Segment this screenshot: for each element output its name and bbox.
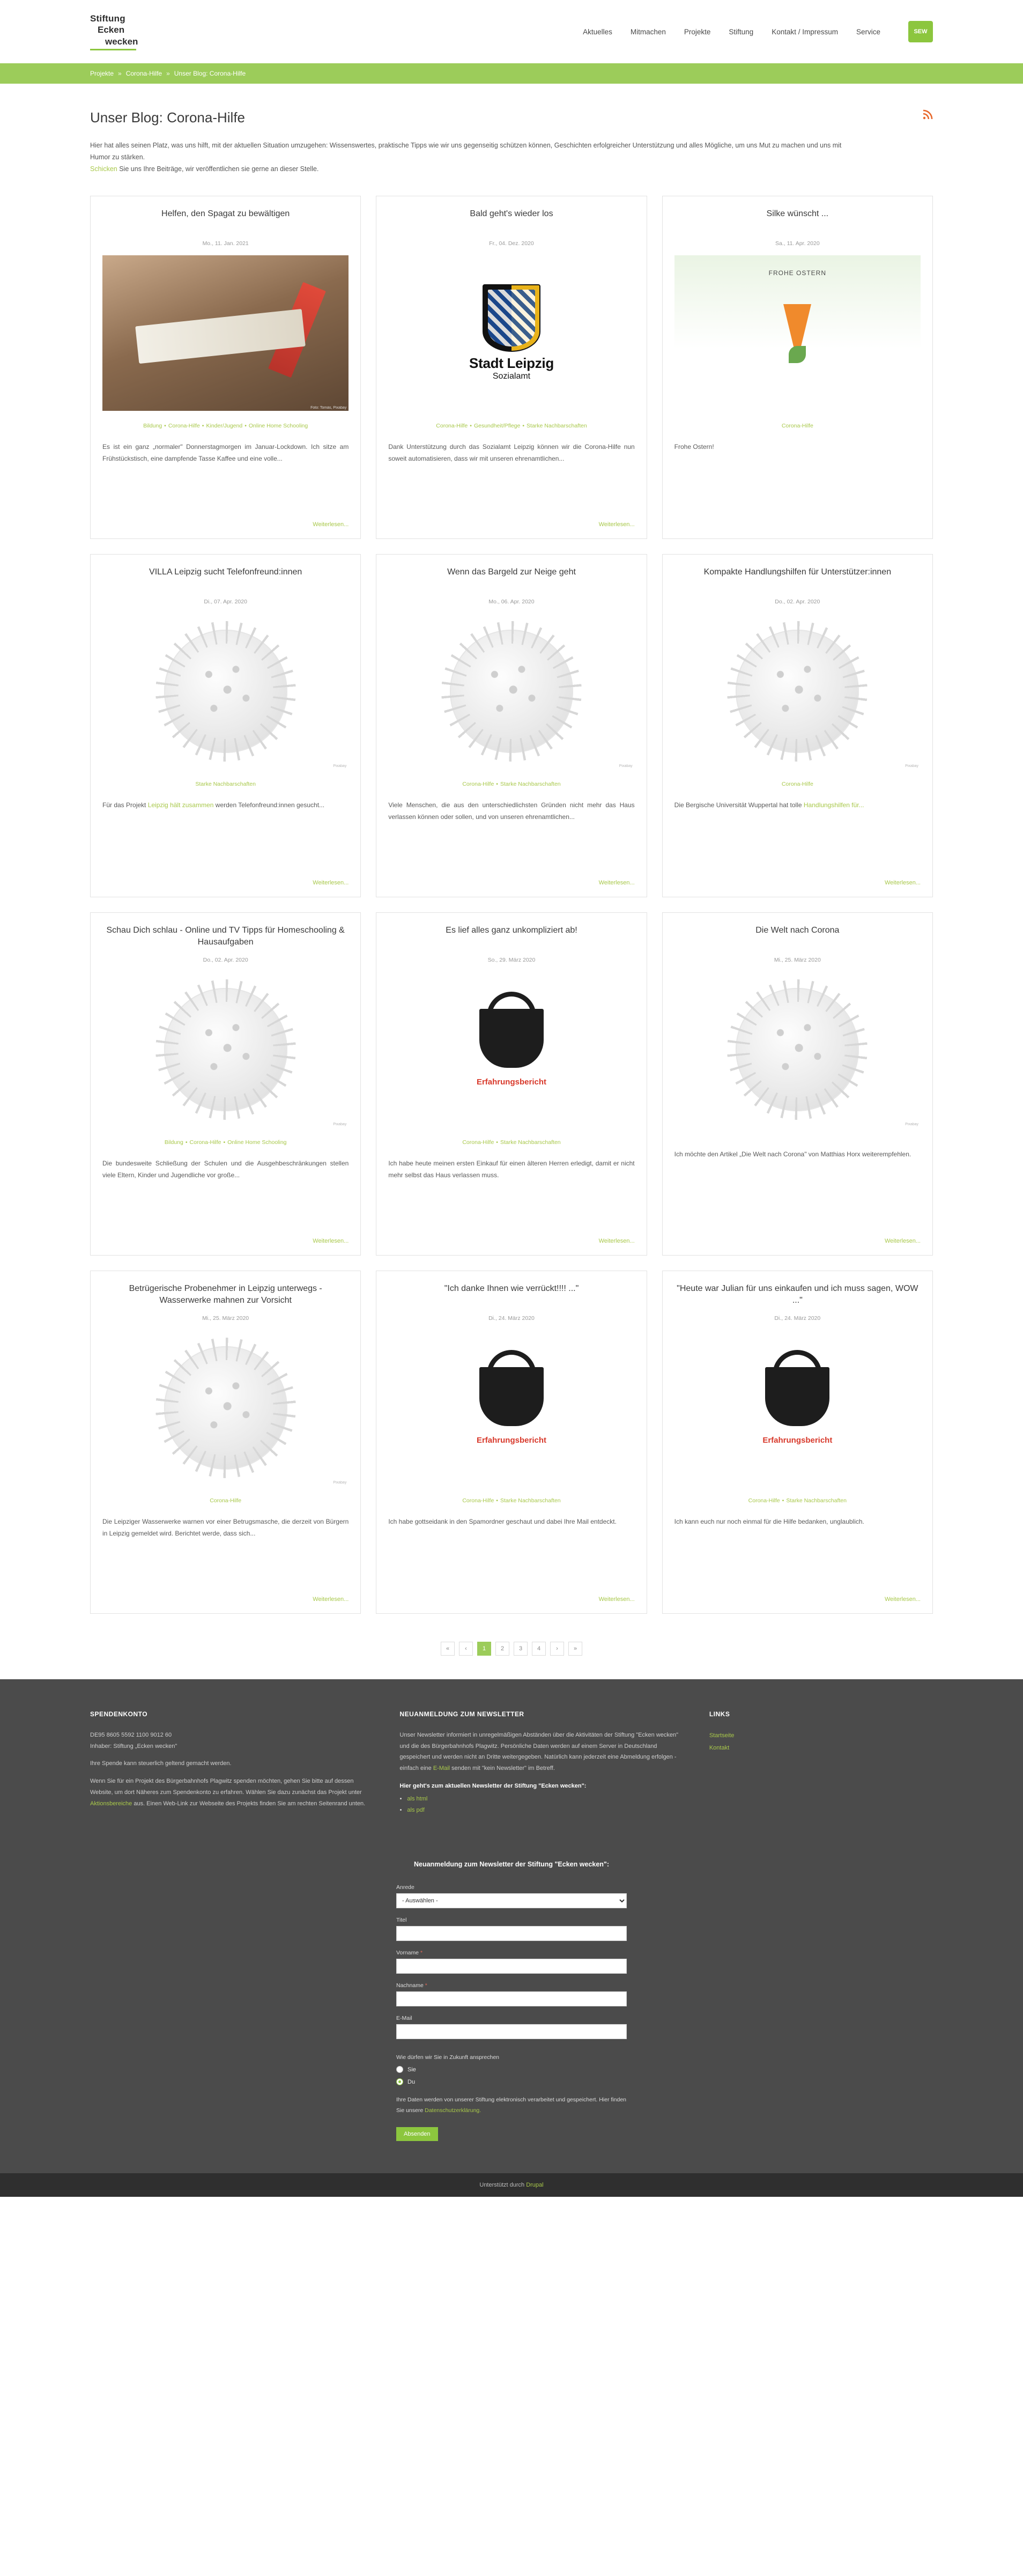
read-more-link[interactable]: Weiterlesen... bbox=[884, 1596, 921, 1603]
card-tags: Corona-Hilfe • Starke Nachbarschaften bbox=[462, 780, 561, 787]
site-header bbox=[0, 0, 1023, 63]
vorname-label-text: Vorname bbox=[396, 1950, 419, 1957]
blog-card[interactable] bbox=[90, 196, 361, 539]
footer-col-newsletter bbox=[399, 1710, 679, 1816]
tag-link[interactable]: Starke Nachbarschaften bbox=[786, 1497, 847, 1504]
erfahrungsbericht-badge: Erfahrungsbericht bbox=[762, 1436, 833, 1445]
blog-card[interactable] bbox=[662, 912, 933, 1256]
card-tags bbox=[674, 780, 921, 789]
vorname-label bbox=[396, 1950, 627, 1956]
blog-card[interactable] bbox=[90, 1271, 361, 1614]
card-excerpt bbox=[102, 800, 349, 874]
footer-newsletter-subheading: Hier geht's zum aktuellen Newsletter der Stiftung "Ecken wecken": bbox=[399, 1783, 587, 1790]
card-readmore bbox=[674, 1596, 921, 1603]
list-item bbox=[407, 1805, 679, 1816]
radio-option-du[interactable] bbox=[396, 2078, 627, 2085]
nachname-input[interactable] bbox=[396, 1991, 627, 2006]
intro-text bbox=[90, 140, 851, 175]
photo-credit: Pixabay bbox=[905, 1122, 918, 1126]
privacy-note bbox=[396, 2095, 627, 2116]
read-more-link[interactable]: Weiterlesen... bbox=[313, 879, 349, 886]
breadcrumb-item-corona-hilfe[interactable]: Corona-Hilfe bbox=[125, 70, 162, 77]
shopping-basket-icon bbox=[765, 1370, 829, 1426]
card-tags: Bildung • Corona-Hilfe • Online Home Schooling bbox=[164, 1139, 287, 1146]
blog-card[interactable] bbox=[376, 912, 647, 1256]
tag-link[interactable]: Starke Nachbarschaften bbox=[500, 1497, 561, 1504]
tag-link[interactable]: Bildung bbox=[164, 1139, 183, 1146]
erfahrungsbericht-graphic bbox=[762, 1370, 832, 1445]
card-image bbox=[102, 614, 349, 769]
submit-button[interactable]: Absenden bbox=[396, 2127, 438, 2141]
photo-credit: Pixabay bbox=[905, 764, 918, 768]
nav-item-mitmachen[interactable]: Mitmachen bbox=[630, 27, 666, 36]
aktionsbereiche-link[interactable]: Aktionsbereiche bbox=[90, 1800, 132, 1807]
card-image bbox=[388, 972, 634, 1127]
footer-project-donation-note bbox=[90, 1776, 369, 1810]
card-image bbox=[674, 255, 921, 411]
card-tags: Corona-Hilfe • Starke Nachbarschaften bbox=[748, 1497, 847, 1504]
tag-link[interactable]: Corona-Hilfe bbox=[462, 780, 494, 787]
tag-link[interactable]: Corona-Hilfe bbox=[168, 422, 200, 429]
card-title: Bald geht's wieder los bbox=[470, 209, 553, 218]
card-tags bbox=[674, 422, 921, 431]
card-date: Di., 07. Apr. 2020 bbox=[204, 598, 247, 605]
newsletter-pdf-link[interactable]: als pdf bbox=[407, 1807, 425, 1814]
photo-credit: Pixabay bbox=[333, 1480, 347, 1485]
nav-item-service[interactable]: Service bbox=[856, 27, 880, 36]
card-readmore bbox=[102, 880, 349, 886]
excerpt-link[interactable]: Handlungshilfen für... bbox=[803, 801, 864, 809]
breadcrumb-separator: » bbox=[166, 70, 170, 77]
tag-link[interactable]: Gesundheit/Pflege bbox=[473, 422, 521, 429]
email-field[interactable] bbox=[396, 2024, 627, 2039]
photo-credit: Foto: Tomás, Pixabay bbox=[310, 405, 347, 410]
excerpt-pre: Für das Projekt bbox=[102, 801, 148, 809]
pager-page-3[interactable]: 3 bbox=[514, 1642, 528, 1656]
card-date: Do., 02. Apr. 2020 bbox=[775, 598, 820, 605]
erfahrungsbericht-badge: Erfahrungsbericht bbox=[476, 1077, 546, 1087]
card-readmore bbox=[102, 521, 349, 528]
site-logo[interactable] bbox=[90, 13, 138, 50]
newsletter-form-title: Neuanmeldung zum Newsletter der Stiftung "Ecken wecken": bbox=[413, 1860, 609, 1868]
blog-card[interactable] bbox=[376, 554, 647, 897]
card-date: Mi., 25. März 2020 bbox=[202, 1315, 249, 1322]
card-readmore bbox=[388, 1596, 634, 1603]
breadcrumb-item-current: Unser Blog: Corona-Hilfe bbox=[174, 70, 246, 77]
tag-link[interactable]: Starke Nachbarschaften bbox=[527, 422, 587, 429]
card-image bbox=[102, 972, 349, 1127]
note-post: aus. Einen Web-Link zur Webseite des Projekts finden Sie am rechten Seitenrand unten. bbox=[132, 1800, 366, 1807]
card-image bbox=[388, 1330, 634, 1486]
pager-last[interactable]: » bbox=[568, 1642, 582, 1656]
footer-heading-newsletter: NEUANMELDUNG ZUM NEWSLETTER bbox=[399, 1710, 524, 1718]
radio-du-label: Du bbox=[407, 2078, 416, 2085]
tag-link[interactable]: Corona-Hilfe bbox=[748, 1497, 780, 1504]
card-image bbox=[674, 972, 921, 1127]
tag-link[interactable]: Online Home Schooling bbox=[227, 1139, 287, 1146]
footer-iban: DE95 8605 5592 1100 9012 60 bbox=[90, 1731, 172, 1738]
pager-page-1[interactable]: 1 bbox=[477, 1642, 491, 1656]
card-title: Die Welt nach Corona bbox=[755, 925, 840, 935]
excerpt-link[interactable]: Leipzig hält zusammen bbox=[147, 801, 214, 809]
tag-link[interactable]: Corona-Hilfe bbox=[462, 1139, 494, 1146]
page-title-row bbox=[90, 84, 933, 140]
rss-feed-icon[interactable] bbox=[922, 109, 933, 122]
blog-card[interactable] bbox=[662, 554, 933, 897]
badge-label: SEW bbox=[914, 28, 928, 35]
footer-columns bbox=[90, 1710, 933, 1816]
read-more-link[interactable]: Weiterlesen... bbox=[313, 1596, 349, 1603]
card-title: Silke wünscht ... bbox=[766, 209, 829, 218]
note-pre: Wenn Sie für ein Projekt des Bürgerbahnhofs Plagwitz spenden möchten, gehen Sie bitte auf dessen Website, um dort Näheres zum Spendenkonto zu erfahren. Wählen Sie dazu zunächst das Projekt unter bbox=[90, 1778, 362, 1796]
site-footer bbox=[0, 1679, 1023, 1841]
photo-credit: Pixabay bbox=[333, 1122, 347, 1126]
radio-option-sie[interactable] bbox=[396, 2066, 627, 2073]
pager-prev[interactable]: ‹ bbox=[459, 1642, 473, 1656]
card-tags: Bildung • Corona-Hilfe • Kinder/Jugend • Online Home Schooling bbox=[143, 422, 308, 429]
card-title: Es lief alles ganz unkompliziert ab! bbox=[446, 925, 577, 935]
tag-link[interactable]: Online Home Schooling bbox=[248, 422, 308, 429]
blog-card[interactable] bbox=[90, 554, 361, 897]
card-tags: Corona-Hilfe • Starke Nachbarschaften bbox=[462, 1497, 561, 1504]
pager-first[interactable]: « bbox=[441, 1642, 455, 1656]
blog-card[interactable] bbox=[662, 1271, 933, 1614]
card-excerpt: Ich habe heute meinen ersten Einkauf für einen älteren Herren erledigt, damit er nicht mehr selbst das Haus verlassen muss. bbox=[388, 1160, 635, 1179]
card-date: Di., 24. März 2020 bbox=[488, 1315, 535, 1322]
shopping-basket-icon bbox=[479, 1012, 544, 1068]
footer-heading-links: LINKS bbox=[709, 1710, 730, 1718]
nav-item-kontakt-impressum[interactable]: Kontakt / Impressum bbox=[772, 27, 838, 36]
read-more-link[interactable]: Weiterlesen... bbox=[313, 521, 349, 528]
coronavirus-illustration bbox=[164, 630, 287, 753]
shopping-basket-icon bbox=[479, 1370, 544, 1426]
card-title: Helfen, den Spagat zu bewältigen bbox=[161, 209, 290, 218]
newsletter-text-pre: Unser Newsletter informiert in unregelmäßigen Abständen über die Aktivitäten der Stiftung "Ecken wecken" und die des Bürgerbahnhofs Plagwitz. Persönliche Daten werden auf einem Server in Deutschland gespeichert und werden nicht an Dritte weitergegeben. Natürlich kann jederzeit eine Abmeldung erfolgen - einfach eine bbox=[399, 1731, 678, 1772]
leipzig-crest-icon bbox=[483, 284, 540, 352]
blog-card[interactable] bbox=[90, 912, 361, 1256]
read-more-link[interactable]: Weiterlesen... bbox=[598, 521, 635, 528]
card-readmore bbox=[674, 880, 921, 886]
logo-line-3: wecken bbox=[105, 36, 138, 47]
nav-item-aktuelles[interactable]: Aktuelles bbox=[583, 27, 612, 36]
breadcrumb-separator: » bbox=[118, 70, 122, 77]
ansprache-question: Wie dürfen wir Sie in Zukunft ansprechen bbox=[396, 2054, 500, 2061]
card-excerpt: Viele Menschen, die aus den unterschiedlichsten Gründen nicht mehr das Haus verlassen können oder sollen, und von unseren ehrenamtlichen... bbox=[388, 801, 635, 821]
card-excerpt: Dank Unterstützung durch das Sozialamt Leipzig können wir die Corona-Hilfe nun soweit automatisieren, dass wir mit unseren ehrenamtlichen... bbox=[388, 443, 635, 463]
card-image bbox=[388, 255, 634, 411]
card-excerpt: Die bundesweite Schließung der Schulen und die Ausgehbeschränkungen stellen viele Eltern, Kinder und Jugendliche vor große... bbox=[102, 1160, 349, 1179]
tag-link[interactable]: Kinder/Jugend bbox=[206, 422, 243, 429]
newsletter-signup-section bbox=[0, 1841, 1023, 2173]
read-more-link[interactable]: Weiterlesen... bbox=[884, 1237, 921, 1244]
footer-link-kontakt[interactable]: Kontakt bbox=[709, 1744, 730, 1751]
radio-du-icon[interactable] bbox=[396, 2078, 403, 2085]
vorname-input[interactable] bbox=[396, 1959, 627, 1974]
intro-link-schicken[interactable]: Schicken bbox=[90, 165, 117, 173]
tag-link[interactable]: Corona-Hilfe bbox=[781, 780, 813, 787]
breadcrumb bbox=[90, 70, 246, 77]
read-more-link[interactable]: Weiterlesen... bbox=[598, 879, 635, 886]
read-more-link[interactable]: Weiterlesen... bbox=[598, 1237, 635, 1244]
excerpt-post: werden Telefonfreund:innen gesucht... bbox=[213, 801, 325, 809]
card-excerpt: Ich möchte den Artikel „Die Welt nach Corona" von Matthias Horx weiterempfehlen. bbox=[674, 1150, 911, 1158]
stiftung-badge-icon[interactable] bbox=[908, 21, 933, 42]
coronavirus-illustration bbox=[164, 1346, 287, 1470]
list-item bbox=[407, 1793, 679, 1805]
radio-sie-icon[interactable] bbox=[396, 2066, 403, 2073]
titel-input[interactable] bbox=[396, 1926, 627, 1941]
tag-link[interactable]: Corona-Hilfe bbox=[781, 422, 813, 429]
blog-card[interactable] bbox=[662, 196, 933, 539]
card-readmore bbox=[102, 1596, 349, 1603]
footer-account-owner: Inhaber: Stiftung „Ecken wecken" bbox=[90, 1743, 177, 1750]
read-more-link[interactable]: Weiterlesen... bbox=[598, 1596, 635, 1603]
radio-sie-label: Sie bbox=[407, 2066, 416, 2073]
card-date: Sa., 11. Apr. 2020 bbox=[775, 240, 820, 247]
newsletter-text-post: senden mit "kein Newsletter" im Betreff. bbox=[449, 1765, 555, 1772]
excerpt-pre: Die Bergische Universität Wuppertal hat tolle bbox=[674, 801, 804, 809]
card-image bbox=[102, 255, 349, 411]
blog-card[interactable] bbox=[376, 1271, 647, 1614]
footer-heading-spendenkonto: SPENDENKONTO bbox=[90, 1710, 148, 1718]
coronavirus-illustration bbox=[736, 630, 859, 753]
breadcrumb-bar bbox=[0, 63, 1023, 84]
coronavirus-illustration bbox=[736, 988, 859, 1111]
nachname-label-text: Nachname bbox=[396, 1982, 424, 1989]
page-title: Unser Blog: Corona-Hilfe bbox=[90, 109, 246, 126]
tag-link[interactable]: Corona-Hilfe bbox=[462, 1497, 494, 1504]
card-readmore bbox=[102, 1238, 349, 1244]
card-readmore bbox=[388, 521, 634, 528]
anrede-label: Anrede bbox=[396, 1884, 414, 1891]
footer-newsletter-text bbox=[399, 1730, 679, 1775]
card-excerpt: Die Leipziger Wasserwerke warnen vor einer Betrugsmasche, die derzeit von Bürgern in Leipzig gemeldet wird. Berichtet werde, dass sich... bbox=[102, 1518, 349, 1538]
card-date: So., 29. März 2020 bbox=[487, 956, 536, 963]
card-readmore bbox=[388, 880, 634, 886]
card-date: Mi., 25. März 2020 bbox=[774, 956, 821, 963]
footer-donation-note: Ihre Spende kann steuerlich geltend gemacht werden. bbox=[90, 1760, 232, 1767]
card-tags: Corona-Hilfe • Starke Nachbarschaften bbox=[462, 1139, 561, 1146]
card-excerpt: Es ist ein ganz „normaler" Donnerstagmorgen im Januar-Lockdown. Ich sitze am Frühstückstisch, eine dampfende Tasse Kaffee und eine volle... bbox=[102, 443, 349, 463]
card-image bbox=[674, 1330, 921, 1486]
logo-underline bbox=[90, 49, 136, 50]
footer-link-startseite[interactable]: Startseite bbox=[709, 1732, 735, 1739]
footer-col-spendenkonto bbox=[90, 1710, 369, 1816]
newsletter-email-link[interactable]: E-Mail bbox=[433, 1765, 450, 1772]
card-tags bbox=[102, 1496, 349, 1506]
vorname-required-marker: * bbox=[420, 1950, 423, 1957]
email-label: E-Mail bbox=[396, 2015, 412, 2022]
card-title: VILLA Leipzig sucht Telefonfreund:innen bbox=[149, 567, 302, 577]
intro-paragraph-1: Hier hat alles seinen Platz, was uns hilft, mit der aktuellen Situation umzugehen: Wissenswertes, praktische Tipps wie wir uns gegenseitig schützen können, Geschichten erfolgreicher Unterstützung und alles Mögliche, um uns Mut zu machen und uns mit Humor zu stärken. bbox=[90, 142, 842, 161]
card-image bbox=[102, 1330, 349, 1486]
easter-greeting-text: FROHE OSTERN bbox=[768, 269, 826, 277]
privacy-note-pre: Ihre Daten werden von unserer Stiftung elektronisch verarbeitet und gespeichert. Hier finden Sie unsere bbox=[396, 2097, 626, 2114]
pager-next[interactable]: › bbox=[550, 1642, 564, 1656]
card-date: Fr., 04. Dez. 2020 bbox=[489, 240, 534, 247]
card-excerpt: Ich kann euch nur noch einmal für die Hilfe bedanken, unglaublich. bbox=[674, 1518, 864, 1526]
carrot-icon bbox=[783, 304, 811, 362]
card-title: "Heute war Julian für uns einkaufen und ich muss sagen, WOW ..." bbox=[677, 1283, 918, 1305]
blog-card[interactable] bbox=[376, 196, 647, 539]
card-title: Betrügerische Probenehmer in Leipzig unterwegs - Wasserwerke mahnen zur Vorsicht bbox=[129, 1283, 322, 1305]
nachname-label bbox=[396, 1982, 627, 1989]
card-image bbox=[674, 614, 921, 769]
easter-greeting-image bbox=[674, 255, 921, 411]
breadcrumb-item-projekte[interactable]: Projekte bbox=[90, 70, 114, 77]
main-navigation bbox=[583, 21, 933, 42]
powered-by-text: Unterstützt durch bbox=[479, 2182, 527, 2189]
card-tags bbox=[102, 780, 349, 789]
photo-credit: Pixabay bbox=[333, 764, 347, 768]
tag-link[interactable]: Corona-Hilfe bbox=[189, 1139, 221, 1146]
titel-label: Titel bbox=[396, 1917, 407, 1924]
stadt-leipzig-logo bbox=[469, 284, 554, 381]
pager-page-4[interactable]: 4 bbox=[532, 1642, 546, 1656]
card-title: Kompakte Handlungshilfen für Unterstützer:innen bbox=[703, 567, 892, 577]
card-date: Do., 02. Apr. 2020 bbox=[203, 956, 248, 963]
footer-col-links bbox=[709, 1710, 933, 1816]
newsletter-form bbox=[396, 1859, 627, 2141]
photo-credit: Pixabay bbox=[619, 764, 633, 768]
datenschutz-link[interactable]: Datenschutzerklärung. bbox=[425, 2107, 481, 2114]
card-title: Schau Dich schlau - Online und TV Tipps für Homeschooling & Hausaufgaben bbox=[106, 925, 345, 947]
intro-paragraph-2: Sie uns Ihre Beiträge, wir veröffentlichen sie gerne an dieser Stelle. bbox=[117, 165, 319, 173]
bottom-bar bbox=[0, 2173, 1023, 2197]
main-content bbox=[0, 84, 1023, 1656]
card-date: Mo., 06. Apr. 2020 bbox=[488, 598, 535, 605]
logo-line-2: Ecken bbox=[98, 25, 125, 35]
coronavirus-illustration bbox=[164, 988, 287, 1111]
logo-line-1: Stiftung bbox=[90, 13, 125, 24]
card-readmore bbox=[674, 1238, 921, 1244]
footer-link-list bbox=[709, 1730, 933, 1754]
nav-item-projekte[interactable]: Projekte bbox=[684, 27, 711, 36]
card-excerpt: Frohe Ostern! bbox=[674, 443, 714, 451]
card-date: Mo., 11. Jan. 2021 bbox=[202, 240, 249, 247]
blog-card-grid bbox=[90, 196, 933, 1614]
nachname-required-marker: * bbox=[425, 1982, 427, 1989]
nav-item-stiftung[interactable]: Stiftung bbox=[729, 27, 754, 36]
anrede-select[interactable] bbox=[396, 1893, 627, 1908]
leipzig-logo-sub: Sozialamt bbox=[492, 372, 531, 381]
tag-link[interactable]: Starke Nachbarschaften bbox=[500, 1139, 561, 1146]
card-readmore bbox=[388, 1238, 634, 1244]
read-more-link[interactable]: Weiterlesen... bbox=[884, 879, 921, 886]
pagination bbox=[90, 1642, 933, 1656]
card-title: "Ich danke Ihnen wie verrückt!!!! ..." bbox=[444, 1283, 579, 1293]
tag-link[interactable]: Bildung bbox=[143, 422, 162, 429]
drupal-link[interactable]: Drupal bbox=[526, 2182, 544, 2189]
tag-link[interactable]: Corona-Hilfe bbox=[436, 422, 468, 429]
erfahrungsbericht-badge: Erfahrungsbericht bbox=[476, 1436, 546, 1445]
erfahrungsbericht-graphic bbox=[477, 1370, 546, 1445]
newsletter-html-link[interactable]: als html bbox=[407, 1796, 428, 1803]
read-more-link[interactable]: Weiterlesen... bbox=[313, 1237, 349, 1244]
card-image bbox=[388, 614, 634, 769]
photo-child-writing bbox=[102, 255, 349, 411]
tag-link[interactable]: Starke Nachbarschaften bbox=[500, 780, 561, 787]
tag-link[interactable]: Corona-Hilfe bbox=[210, 1497, 242, 1504]
card-excerpt bbox=[674, 800, 921, 874]
card-excerpt: Ich habe gottseidank in den Spamordner geschaut und dabei Ihre Mail entdeckt. bbox=[388, 1518, 617, 1526]
coronavirus-illustration bbox=[450, 630, 573, 753]
erfahrungsbericht-graphic bbox=[477, 1012, 546, 1087]
card-date: Di., 24. März 2020 bbox=[774, 1315, 821, 1322]
footer-newsletter-formats bbox=[407, 1793, 679, 1816]
pager-page-2[interactable]: 2 bbox=[495, 1642, 509, 1656]
card-tags: Corona-Hilfe • Gesundheit/Pflege • Starke Nachbarschaften bbox=[436, 422, 587, 429]
leipzig-logo-name: Stadt Leipzig bbox=[469, 355, 554, 372]
tag-link[interactable]: Starke Nachbarschaften bbox=[195, 780, 256, 787]
card-title: Wenn das Bargeld zur Neige geht bbox=[447, 567, 576, 577]
